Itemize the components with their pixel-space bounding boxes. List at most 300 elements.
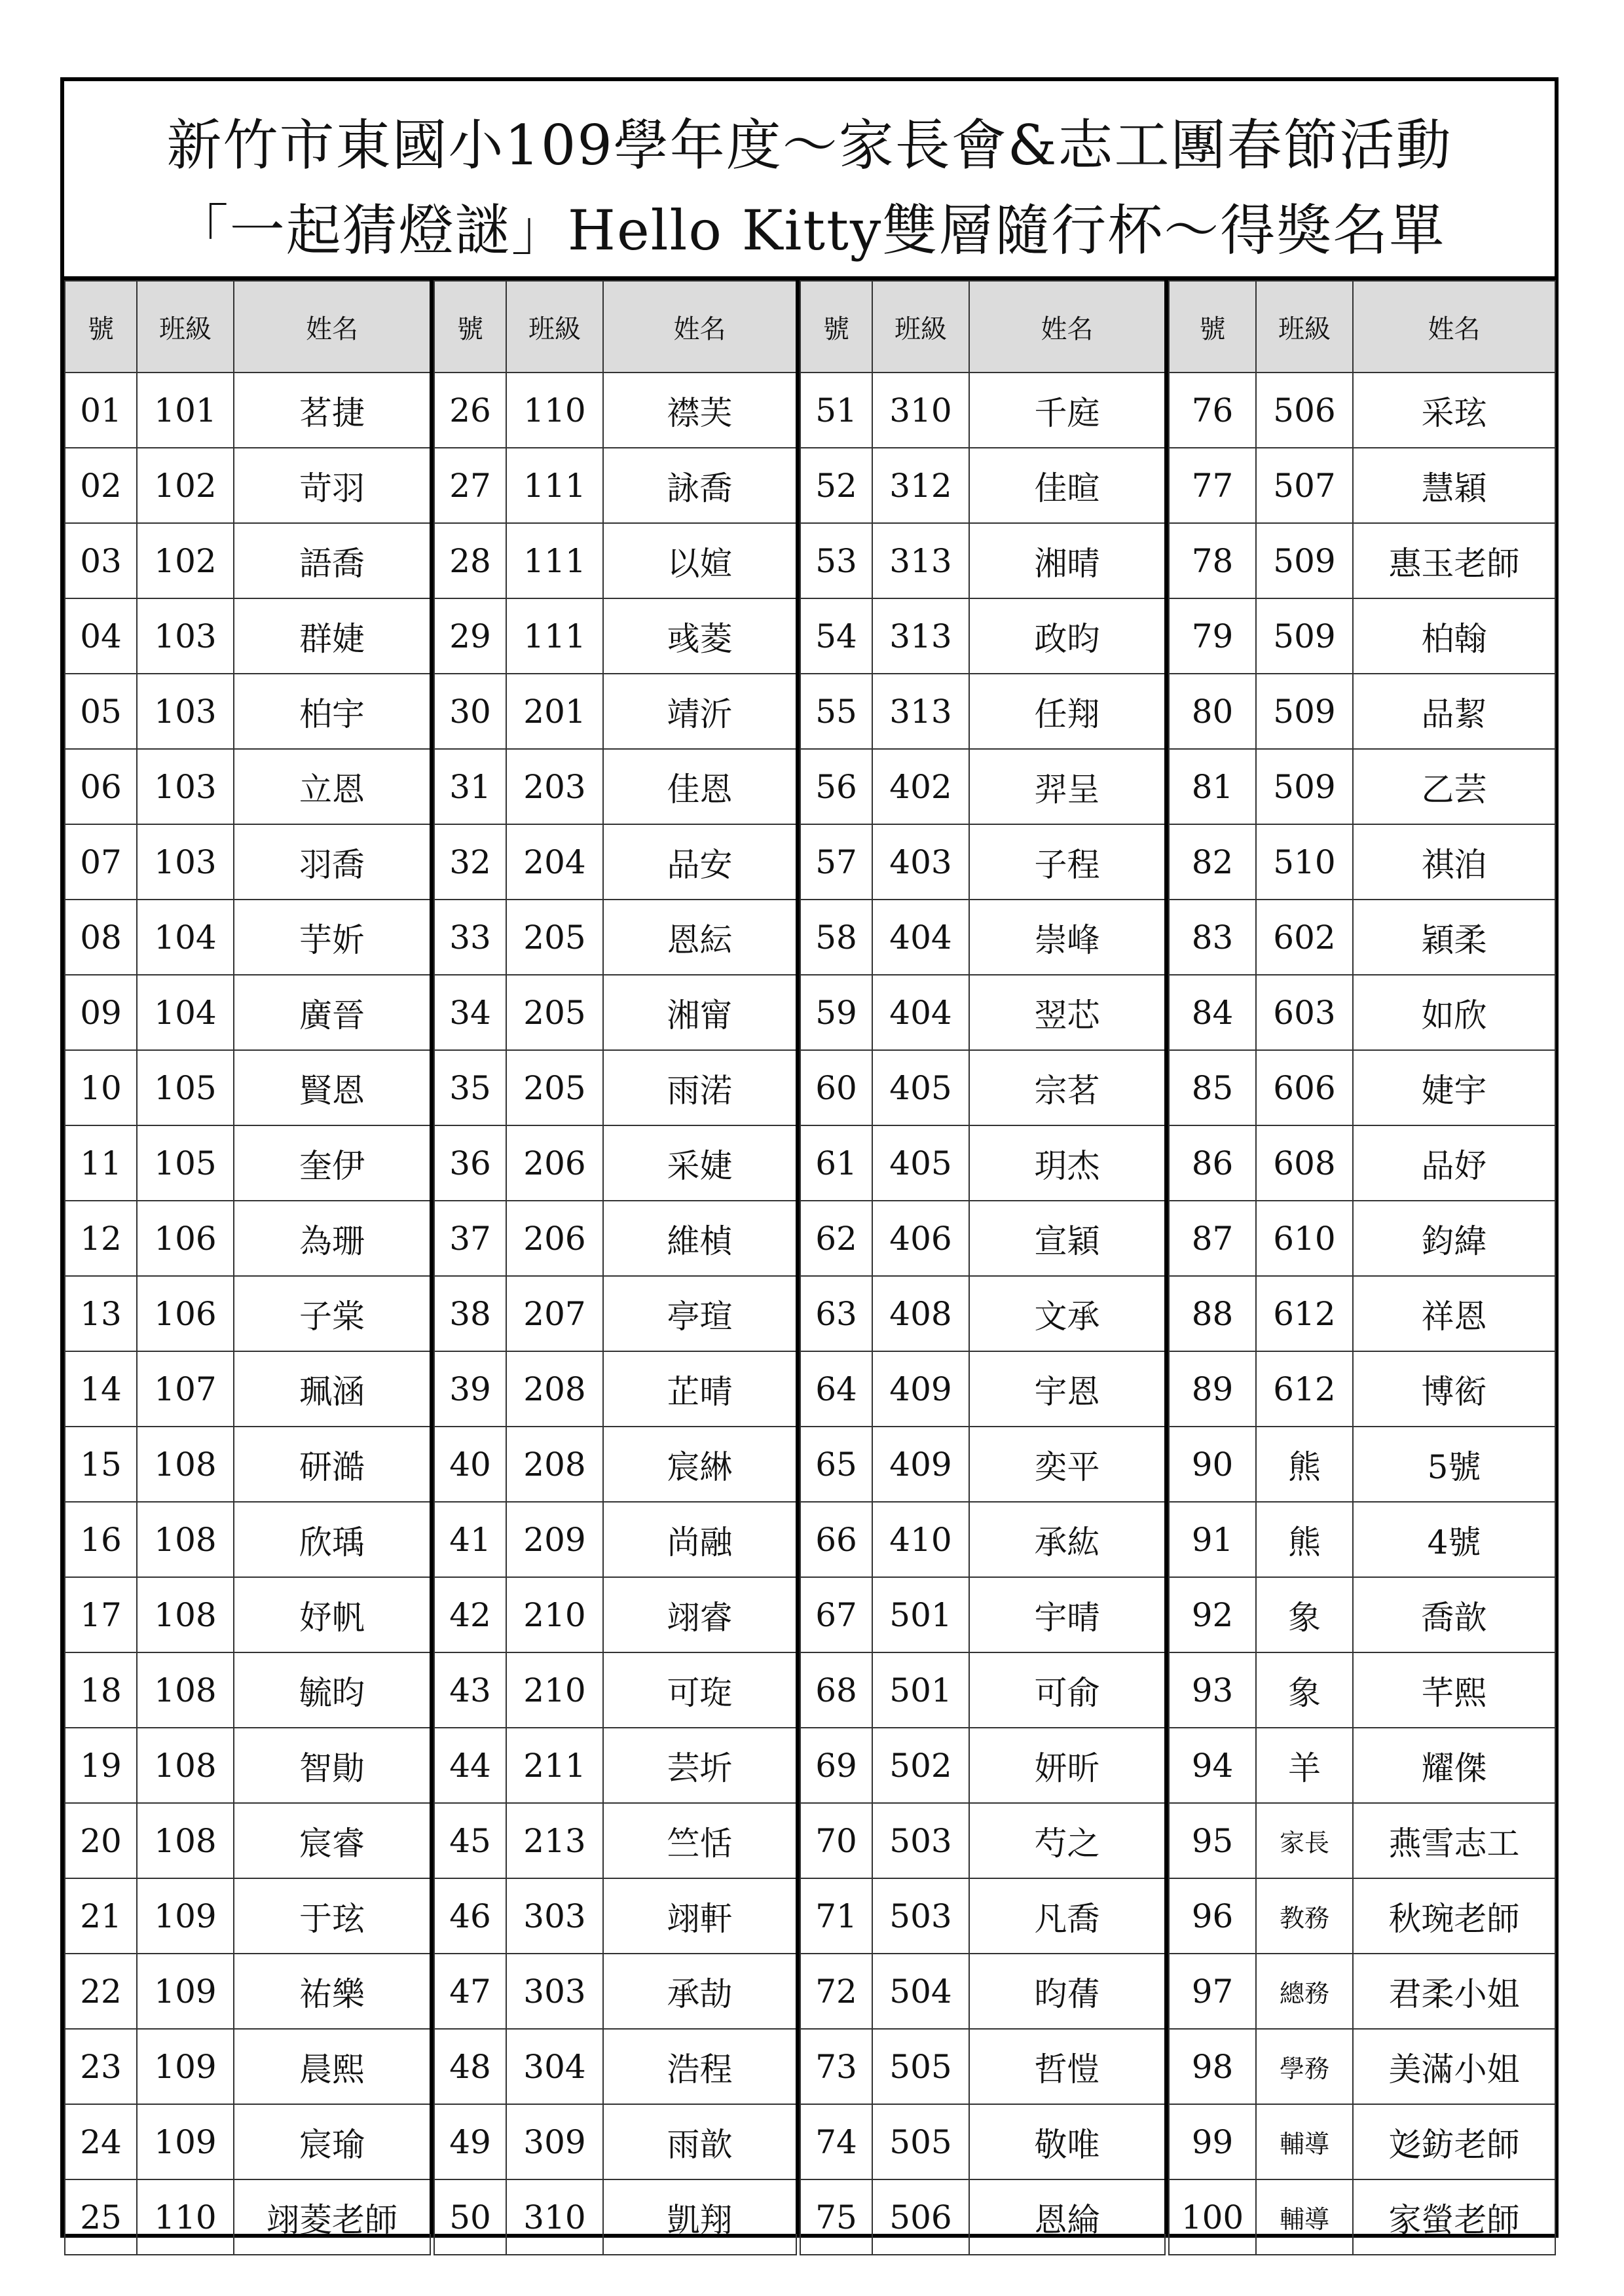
- table-row: [1169, 824, 1555, 900]
- class-cell: 509: [1256, 598, 1353, 674]
- name-cell: 鈞緯: [1353, 1201, 1555, 1276]
- number-cell: 62: [800, 1201, 872, 1276]
- number-cell: 08: [65, 900, 137, 975]
- table-row: [1169, 1351, 1555, 1427]
- table-row: [800, 1427, 1165, 1502]
- name-cell: 恩綸: [969, 2179, 1165, 2255]
- class-cell: 109: [137, 1878, 234, 1954]
- table-row: [434, 1125, 796, 1201]
- header-class: 班級: [506, 281, 603, 373]
- table-row: [434, 1201, 796, 1276]
- header-row: [800, 281, 1165, 373]
- class-cell: 106: [137, 1276, 234, 1351]
- class-cell: 106: [137, 1201, 234, 1276]
- class-cell: 103: [137, 674, 234, 749]
- number-cell: 45: [434, 1803, 506, 1878]
- table-row: [800, 1954, 1165, 2029]
- class-cell: 208: [506, 1427, 603, 1502]
- number-cell: 86: [1169, 1125, 1256, 1201]
- number-cell: 69: [800, 1728, 872, 1803]
- class-cell: 學務: [1256, 2029, 1353, 2104]
- table-row: [65, 598, 430, 674]
- class-cell: 313: [872, 674, 969, 749]
- class-cell: 608: [1256, 1125, 1353, 1201]
- class-cell: 105: [137, 1125, 234, 1201]
- class-cell: 108: [137, 1577, 234, 1652]
- table-row: [65, 1577, 430, 1652]
- number-cell: 53: [800, 523, 872, 598]
- class-cell: 204: [506, 824, 603, 900]
- header-name: 姓名: [234, 281, 430, 373]
- number-cell: 19: [65, 1728, 137, 1803]
- table-row: [65, 1878, 430, 1954]
- name-cell: 采婕: [603, 1125, 796, 1201]
- number-cell: 96: [1169, 1878, 1256, 1954]
- number-cell: 82: [1169, 824, 1256, 900]
- name-cell: 耀傑: [1353, 1728, 1555, 1803]
- number-cell: 67: [800, 1577, 872, 1652]
- name-cell: 5號: [1353, 1427, 1555, 1502]
- class-cell: 310: [872, 373, 969, 448]
- number-cell: 05: [65, 674, 137, 749]
- header-number: 號: [434, 281, 506, 373]
- table-row: [1169, 1954, 1555, 2029]
- number-cell: 84: [1169, 975, 1256, 1050]
- name-cell: 佳暄: [969, 448, 1165, 523]
- class-cell: 205: [506, 900, 603, 975]
- number-cell: 33: [434, 900, 506, 975]
- number-cell: 09: [65, 975, 137, 1050]
- class-cell: 108: [137, 1728, 234, 1803]
- table-row: [65, 975, 430, 1050]
- table-row: [1169, 1803, 1555, 1878]
- class-cell: 510: [1256, 824, 1353, 900]
- number-cell: 25: [65, 2179, 137, 2255]
- number-cell: 18: [65, 1652, 137, 1728]
- number-cell: 64: [800, 1351, 872, 1427]
- table-row: [434, 2029, 796, 2104]
- name-cell: 博衒: [1353, 1351, 1555, 1427]
- class-cell: 111: [506, 448, 603, 523]
- name-cell: 竺恬: [603, 1803, 796, 1878]
- class-cell: 111: [506, 523, 603, 598]
- table-row: [65, 373, 430, 448]
- name-cell: 尚融: [603, 1502, 796, 1577]
- number-cell: 70: [800, 1803, 872, 1878]
- table-row: [65, 1427, 430, 1502]
- table-row: [434, 1954, 796, 2029]
- number-cell: 90: [1169, 1427, 1256, 1502]
- class-cell: 509: [1256, 523, 1353, 598]
- number-cell: 77: [1169, 448, 1256, 523]
- number-cell: 47: [434, 1954, 506, 2029]
- winners-table-block-2: [434, 280, 797, 2255]
- number-cell: 26: [434, 373, 506, 448]
- name-cell: 智勛: [234, 1728, 430, 1803]
- name-cell: 雨渃: [603, 1050, 796, 1125]
- name-cell: 翌芯: [969, 975, 1165, 1050]
- number-cell: 16: [65, 1502, 137, 1577]
- number-cell: 91: [1169, 1502, 1256, 1577]
- table-row: [434, 1502, 796, 1577]
- number-cell: 65: [800, 1427, 872, 1502]
- number-cell: 03: [65, 523, 137, 598]
- number-cell: 44: [434, 1728, 506, 1803]
- class-cell: 410: [872, 1502, 969, 1577]
- name-cell: 采玹: [1353, 373, 1555, 448]
- table-row: [434, 598, 796, 674]
- class-cell: 205: [506, 1050, 603, 1125]
- block-divider: [1164, 280, 1168, 2234]
- number-cell: 34: [434, 975, 506, 1050]
- table-row: [434, 1577, 796, 1652]
- number-cell: 27: [434, 448, 506, 523]
- table-row: [1169, 749, 1555, 824]
- number-cell: 51: [800, 373, 872, 448]
- header-name: 姓名: [603, 281, 796, 373]
- table-row: [800, 598, 1165, 674]
- class-cell: 101: [137, 373, 234, 448]
- table-row: [434, 1728, 796, 1803]
- class-cell: 310: [506, 2179, 603, 2255]
- class-cell: 羊: [1256, 1728, 1353, 1803]
- table-row: [1169, 900, 1555, 975]
- class-cell: 象: [1256, 1577, 1353, 1652]
- class-cell: 313: [872, 523, 969, 598]
- name-cell: 惠玉老師: [1353, 523, 1555, 598]
- table-row: [1169, 1427, 1555, 1502]
- table-row: [800, 1878, 1165, 1954]
- name-cell: 于玹: [234, 1878, 430, 1954]
- name-cell: 玥杰: [969, 1125, 1165, 1201]
- name-cell: 靖沂: [603, 674, 796, 749]
- number-cell: 52: [800, 448, 872, 523]
- number-cell: 98: [1169, 2029, 1256, 2104]
- class-cell: 313: [872, 598, 969, 674]
- name-cell: 宗茗: [969, 1050, 1165, 1125]
- table-row: [800, 2179, 1165, 2255]
- class-cell: 509: [1256, 749, 1353, 824]
- number-cell: 06: [65, 749, 137, 824]
- table-row: [800, 523, 1165, 598]
- table-row: [800, 1125, 1165, 1201]
- name-cell: 敬唯: [969, 2104, 1165, 2179]
- table-row: [1169, 674, 1555, 749]
- class-cell: 509: [1256, 674, 1353, 749]
- header-class: 班級: [872, 281, 969, 373]
- table-row: [434, 900, 796, 975]
- name-cell: 乙芸: [1353, 749, 1555, 824]
- number-cell: 31: [434, 749, 506, 824]
- class-cell: 103: [137, 598, 234, 674]
- class-cell: 201: [506, 674, 603, 749]
- name-cell: 襟芙: [603, 373, 796, 448]
- name-cell: 詠喬: [603, 448, 796, 523]
- name-cell: 語喬: [234, 523, 430, 598]
- class-cell: 103: [137, 749, 234, 824]
- class-cell: 303: [506, 1878, 603, 1954]
- class-cell: 206: [506, 1125, 603, 1201]
- class-cell: 107: [137, 1351, 234, 1427]
- number-cell: 21: [65, 1878, 137, 1954]
- class-cell: 409: [872, 1351, 969, 1427]
- number-cell: 56: [800, 749, 872, 824]
- class-cell: 612: [1256, 1351, 1353, 1427]
- number-cell: 66: [800, 1502, 872, 1577]
- class-cell: 206: [506, 1201, 603, 1276]
- number-cell: 17: [65, 1577, 137, 1652]
- table-row: [65, 1954, 430, 2029]
- table-row: [434, 1050, 796, 1125]
- table-row: [65, 1201, 430, 1276]
- table-row: [800, 2029, 1165, 2104]
- number-cell: 12: [65, 1201, 137, 1276]
- number-cell: 61: [800, 1125, 872, 1201]
- table-row: [65, 1803, 430, 1878]
- name-cell: 燕雪志工: [1353, 1803, 1555, 1878]
- class-cell: 108: [137, 1502, 234, 1577]
- class-cell: 210: [506, 1652, 603, 1728]
- name-cell: 妍昕: [969, 1728, 1165, 1803]
- number-cell: 71: [800, 1878, 872, 1954]
- name-cell: 宸瑜: [234, 2104, 430, 2179]
- name-cell: 奕平: [969, 1427, 1165, 1502]
- name-cell: 芷晴: [603, 1351, 796, 1427]
- class-cell: 208: [506, 1351, 603, 1427]
- table-row: [800, 448, 1165, 523]
- name-cell: 秋琬老師: [1353, 1878, 1555, 1954]
- number-cell: 55: [800, 674, 872, 749]
- number-cell: 15: [65, 1427, 137, 1502]
- class-cell: 408: [872, 1276, 969, 1351]
- table-row: [1169, 1050, 1555, 1125]
- number-cell: 29: [434, 598, 506, 674]
- number-cell: 60: [800, 1050, 872, 1125]
- number-cell: 23: [65, 2029, 137, 2104]
- name-cell: 彧菱: [603, 598, 796, 674]
- name-cell: 宸睿: [234, 1803, 430, 1878]
- class-cell: 108: [137, 1652, 234, 1728]
- winners-table-block-4: [1168, 280, 1556, 2255]
- number-cell: 59: [800, 975, 872, 1050]
- class-cell: 110: [506, 373, 603, 448]
- award-list-sheet: [60, 77, 1559, 2238]
- table-row: [65, 1728, 430, 1803]
- number-cell: 74: [800, 2104, 872, 2179]
- class-cell: 503: [872, 1803, 969, 1878]
- class-cell: 熊: [1256, 1502, 1353, 1577]
- table-row: [434, 1276, 796, 1351]
- name-cell: 品安: [603, 824, 796, 900]
- table-row: [434, 824, 796, 900]
- table-row: [1169, 2029, 1555, 2104]
- table-row: [800, 749, 1165, 824]
- class-cell: 303: [506, 1954, 603, 2029]
- name-cell: 宇恩: [969, 1351, 1165, 1427]
- header-class: 班級: [1256, 281, 1353, 373]
- number-cell: 30: [434, 674, 506, 749]
- name-cell: 亭瑄: [603, 1276, 796, 1351]
- name-cell: 晨熙: [234, 2029, 430, 2104]
- number-cell: 43: [434, 1652, 506, 1728]
- number-cell: 42: [434, 1577, 506, 1652]
- name-cell: 群婕: [234, 598, 430, 674]
- name-cell: 凱翔: [603, 2179, 796, 2255]
- name-cell: 翊菱老師: [234, 2179, 430, 2255]
- number-cell: 37: [434, 1201, 506, 1276]
- table-row: [800, 1577, 1165, 1652]
- name-cell: 雨歆: [603, 2104, 796, 2179]
- number-cell: 14: [65, 1351, 137, 1427]
- class-cell: 606: [1256, 1050, 1353, 1125]
- table-row: [800, 1502, 1165, 1577]
- table-row: [434, 1803, 796, 1878]
- number-cell: 97: [1169, 1954, 1256, 2029]
- name-cell: 千庭: [969, 373, 1165, 448]
- table-row: [65, 523, 430, 598]
- number-cell: 75: [800, 2179, 872, 2255]
- number-cell: 79: [1169, 598, 1256, 674]
- table-row: [65, 2179, 430, 2255]
- class-cell: 405: [872, 1125, 969, 1201]
- name-cell: 哲愷: [969, 2029, 1165, 2104]
- name-cell: 品妤: [1353, 1125, 1555, 1201]
- name-cell: 宇晴: [969, 1577, 1165, 1652]
- class-cell: 108: [137, 1427, 234, 1502]
- number-cell: 41: [434, 1502, 506, 1577]
- name-cell: 君柔小姐: [1353, 1954, 1555, 2029]
- class-cell: 104: [137, 900, 234, 975]
- class-cell: 102: [137, 448, 234, 523]
- number-cell: 83: [1169, 900, 1256, 975]
- header-row: [434, 281, 796, 373]
- number-cell: 38: [434, 1276, 506, 1351]
- number-cell: 58: [800, 900, 872, 975]
- table-row: [434, 674, 796, 749]
- number-cell: 07: [65, 824, 137, 900]
- class-cell: 205: [506, 975, 603, 1050]
- name-cell: 芋妡: [234, 900, 430, 975]
- class-cell: 象: [1256, 1652, 1353, 1728]
- number-cell: 76: [1169, 373, 1256, 448]
- name-cell: 妤帆: [234, 1577, 430, 1652]
- class-cell: 506: [872, 2179, 969, 2255]
- table-row: [800, 1050, 1165, 1125]
- winners-table-block-1: [64, 280, 431, 2255]
- number-cell: 88: [1169, 1276, 1256, 1351]
- number-cell: 48: [434, 2029, 506, 2104]
- name-cell: 湘晴: [969, 523, 1165, 598]
- class-cell: 501: [872, 1652, 969, 1728]
- table-row: [800, 2104, 1165, 2179]
- header-row: [1169, 281, 1555, 373]
- name-cell: 奎伊: [234, 1125, 430, 1201]
- class-cell: 304: [506, 2029, 603, 2104]
- class-cell: 405: [872, 1050, 969, 1125]
- table-row: [800, 1652, 1165, 1728]
- table-row: [434, 975, 796, 1050]
- number-cell: 02: [65, 448, 137, 523]
- number-cell: 93: [1169, 1652, 1256, 1728]
- table-row: [1169, 1652, 1555, 1728]
- number-cell: 40: [434, 1427, 506, 1502]
- name-cell: 恩紜: [603, 900, 796, 975]
- name-cell: 昀蒨: [969, 1954, 1165, 2029]
- header-name: 姓名: [969, 281, 1165, 373]
- class-cell: 209: [506, 1502, 603, 1577]
- class-cell: 109: [137, 2104, 234, 2179]
- class-cell: 406: [872, 1201, 969, 1276]
- table-row: [65, 1050, 430, 1125]
- number-cell: 63: [800, 1276, 872, 1351]
- class-cell: 211: [506, 1728, 603, 1803]
- number-cell: 73: [800, 2029, 872, 2104]
- title-box: [64, 81, 1555, 280]
- number-cell: 68: [800, 1652, 872, 1728]
- class-cell: 熊: [1256, 1427, 1353, 1502]
- number-cell: 89: [1169, 1351, 1256, 1427]
- table-row: [1169, 1577, 1555, 1652]
- table-row: [800, 900, 1165, 975]
- table-row: [1169, 1728, 1555, 1803]
- class-cell: 403: [872, 824, 969, 900]
- class-cell: 輔導: [1256, 2179, 1353, 2255]
- number-cell: 94: [1169, 1728, 1256, 1803]
- table-row: [434, 1427, 796, 1502]
- number-cell: 32: [434, 824, 506, 900]
- name-cell: 廣晉: [234, 975, 430, 1050]
- number-cell: 13: [65, 1276, 137, 1351]
- class-cell: 105: [137, 1050, 234, 1125]
- title-line-1: 新竹市東國小109學年度～家長會&志工團春節活動: [166, 113, 1452, 177]
- name-cell: 凡喬: [969, 1878, 1165, 1954]
- number-cell: 72: [800, 1954, 872, 2029]
- name-cell: 維楨: [603, 1201, 796, 1276]
- table-row: [1169, 1502, 1555, 1577]
- table-row: [434, 2104, 796, 2179]
- number-cell: 28: [434, 523, 506, 598]
- table-row: [65, 1276, 430, 1351]
- name-cell: 承紘: [969, 1502, 1165, 1577]
- class-cell: 109: [137, 2029, 234, 2104]
- table-row: [434, 1878, 796, 1954]
- table-row: [1169, 1201, 1555, 1276]
- name-cell: 芸圻: [603, 1728, 796, 1803]
- name-cell: 子棠: [234, 1276, 430, 1351]
- class-cell: 602: [1256, 900, 1353, 975]
- name-cell: 穎柔: [1353, 900, 1555, 975]
- table-row: [434, 448, 796, 523]
- number-cell: 81: [1169, 749, 1256, 824]
- table-row: [800, 373, 1165, 448]
- class-cell: 108: [137, 1803, 234, 1878]
- table-row: [1169, 975, 1555, 1050]
- number-cell: 10: [65, 1050, 137, 1125]
- name-cell: 喬歆: [1353, 1577, 1555, 1652]
- class-cell: 教務: [1256, 1878, 1353, 1954]
- table-row: [1169, 598, 1555, 674]
- table-row: [1169, 373, 1555, 448]
- class-cell: 504: [872, 1954, 969, 2029]
- class-cell: 103: [137, 824, 234, 900]
- winners-table-block-3: [800, 280, 1166, 2255]
- class-cell: 總務: [1256, 1954, 1353, 2029]
- number-cell: 50: [434, 2179, 506, 2255]
- table-row: [65, 1502, 430, 1577]
- table-row: [65, 448, 430, 523]
- class-cell: 404: [872, 900, 969, 975]
- winners-grid: [64, 280, 1555, 2239]
